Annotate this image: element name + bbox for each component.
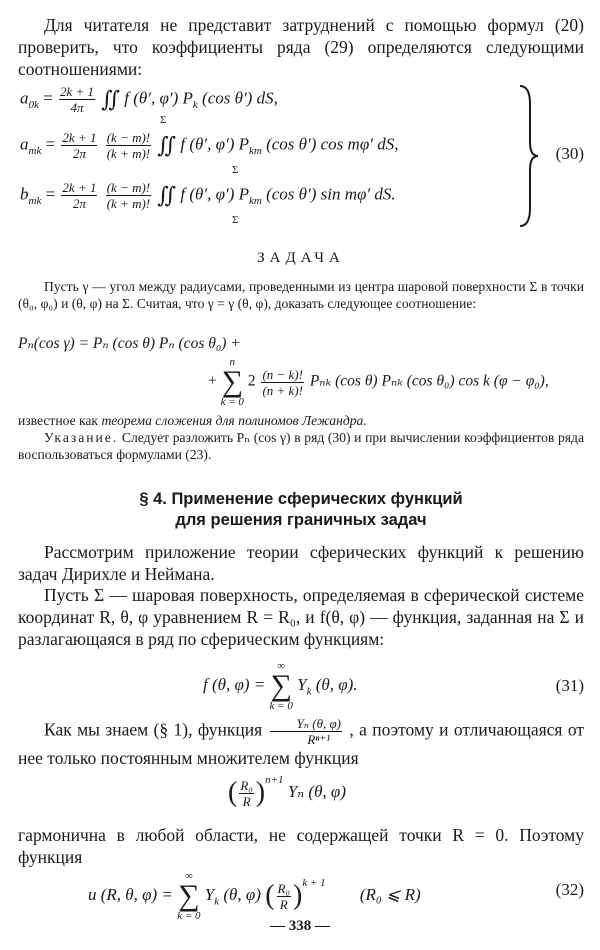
eq30-amk: $a_{mk}$ = $\frac{2k + 1}{2\pi}$ $\frac{(k - m)!}{(k + m)!}$ ∬ f (θ′, φ′) $P_{km}$ (cos θ′) cos mφ′ dS, bbox=[20, 130, 399, 161]
task-equation-line1: Pₙ(cos γ) = Pₙ (cos θ) Pₙ (cos θ₀) + bbox=[18, 335, 241, 352]
sigma-label-2: Σ bbox=[232, 164, 239, 176]
intro-paragraph: Для читателя не представит затруднений с помощью формул (20) проверить, что коэффициенты ряда (29) определяются следующими соотношениями: bbox=[18, 15, 584, 79]
eq30-a0k: $a_{0k}$ = $\frac{2k + 1}{4\pi}$ ∬ f (θ′, φ′) $P_k$ (cos θ′) dS, bbox=[20, 84, 278, 115]
double-integral: ∬ bbox=[157, 182, 177, 208]
section-heading: § 4. Применение сферических функций для решения граничных задач bbox=[139, 490, 463, 529]
sigma-label-3: Σ bbox=[232, 214, 239, 226]
task-text: Пусть γ — угол между радиусами, проведенными из центра шаровой поверхности Σ в точки (θ₀, φ₀) и (θ, φ) на Σ. Считая, что γ = γ (θ, φ), доказать следующее соотношение: bbox=[18, 279, 584, 311]
eq32-number: (32) bbox=[555, 880, 584, 899]
eq30-a0k-frac: $\frac{2k + 1}{4\pi}$ bbox=[59, 84, 95, 115]
right-brace bbox=[518, 84, 538, 229]
paragraph-3: Как мы знаем (§ 1), функция $\frac{\text{Yₙ (θ, φ)}}{\text{Rⁿ⁺¹}}$ , а поэтому и отличающаяся от нее только постоянным множителем функция bbox=[18, 716, 584, 768]
eq31-number: (31) bbox=[555, 676, 584, 695]
equation-30 bbox=[18, 84, 584, 234]
known-as: известное как теорема сложения для полиномов Лежандра. bbox=[18, 413, 367, 428]
page-number: — 338 — bbox=[270, 918, 330, 934]
double-integral: ∬ bbox=[157, 132, 177, 158]
sigma-label-1: Σ bbox=[160, 114, 167, 126]
hint: Указание. Следует разложить Pₙ (cos γ) в ряд (30) и при вычислении коэффициентов ряда воспользоваться формулами (23). bbox=[18, 430, 584, 462]
eq30-bmk: $b_{mk}$ = $\frac{2k + 1}{2\pi}$ $\frac{(k - m)!}{(k + m)!}$ ∬ f (θ′, φ′) $P_{km}$ (cos θ′) sin mφ′ dS. bbox=[20, 180, 396, 211]
sum-sign: ∞ ∑ k = 0 bbox=[269, 660, 293, 712]
equation-32: u (R, θ, φ) = ∞ ∑ k = 0 $Y_k$ (θ, φ) ( $\frac{\text{R₀}}{R}$ )$^{k + 1}$ (R₀ ⩽ R) (32) bbox=[88, 870, 584, 922]
paragraph-1: Рассмотрим приложение теории сферических функций к решению задач Дирихле и Неймана. bbox=[18, 542, 584, 584]
inline-fraction: $\frac{\text{Yₙ (θ, φ)}}{\text{Rⁿ⁺¹}}$ bbox=[270, 716, 342, 747]
paragraph-4: гармонична в любой области, не содержащей точки R = 0. Поэтому функция bbox=[18, 825, 584, 867]
sum-sign: ∞ ∑ k = 0 bbox=[177, 870, 201, 922]
task-equation-line2: + n ∑ k = 0 2 $\frac{(n - k)!}{(n + k)!}$ Pₙₖ (cos θ) Pₙₖ (cos θ₀) cos k (φ − φ₀), bbox=[208, 356, 549, 408]
task-heading: ЗАДАЧА bbox=[257, 250, 345, 266]
equation-middle: ( $\frac{\text{R₀}}{R}$ )$^{n+1}$ Yₙ (θ, φ) bbox=[228, 774, 346, 809]
sum-sign: n ∑ k = 0 bbox=[220, 356, 244, 408]
paragraph-2: Пусть Σ — шаровая поверхность, определяемая в сферической системе координат R, θ, φ уравнением R = R₀, и f(θ, φ) — функция, заданная на Σ и разлагающаяся в ряд по сферическим функциям: bbox=[18, 585, 584, 649]
equation-31: f (θ, φ) = ∞ ∑ k = 0 $Y_k$ (θ, φ). (31) bbox=[203, 660, 584, 712]
eq30-number: (30) bbox=[555, 144, 584, 163]
double-integral: ∬ bbox=[101, 86, 121, 112]
